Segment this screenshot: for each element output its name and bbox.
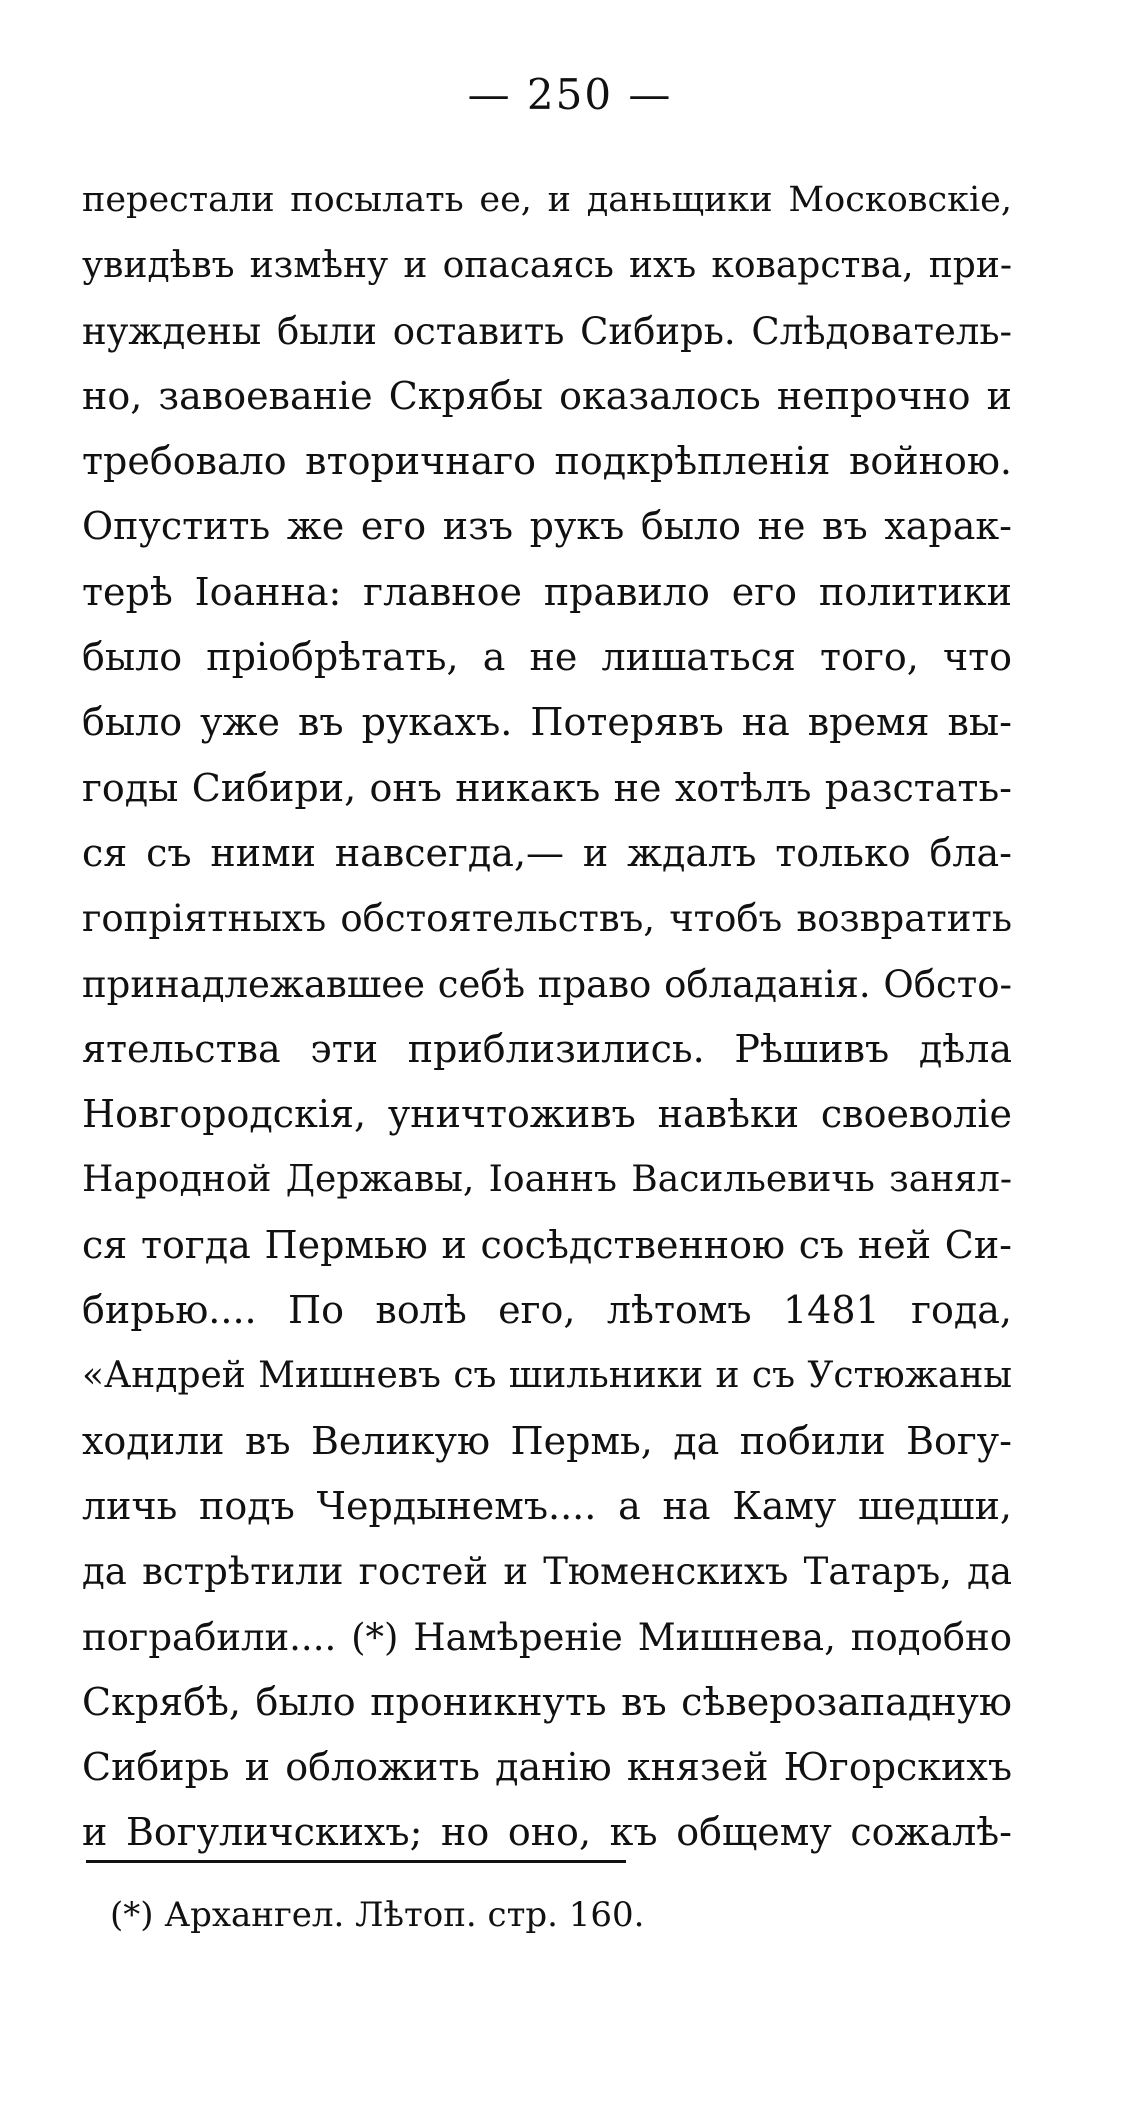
text-line: пограбили.... (*) Намѣреніе Мишнева, подобно (82, 1615, 1012, 1659)
text-line: ся съ ними навсегда,— и ждалъ только бла- (82, 830, 1012, 875)
text-line: было пріобрѣтать, а не лишаться того, что (82, 635, 1012, 680)
text-line: и Вогуличскихъ; но оно, къ общему сожалѣ- (82, 1810, 1012, 1855)
text-line: личь подъ Чердынемъ.... а на Каму шедши, (82, 1483, 1012, 1528)
text-line: увидѣвъ измѣну и опасаясь ихъ коварства, при- (82, 245, 1012, 287)
text-line: ся тогда Пермью и сосѣдственною съ ней Си- (82, 1222, 1012, 1267)
footnote: (*) Архангел. Лѣтоп. стр. 160. (110, 1895, 645, 1935)
page-number: — 250 — (467, 70, 673, 119)
text-line: было уже въ рукахъ. Потерявъ на время вы- (82, 700, 1012, 745)
text-line: «Андрей Мишневъ съ шильники и съ Устюжаны (82, 1355, 1012, 1397)
text-line: перестали посылать ее, и даньщики Московскіе, (82, 180, 1012, 220)
text-line: принадлежавшее себѣ право обладанія. Обсто- (82, 962, 1012, 1006)
text-line: Новгородскія, уничтоживъ навѣки своеволіе (82, 1092, 1012, 1137)
text-line: ходили въ Великую Пермь, да побили Вогу- (82, 1418, 1012, 1463)
text-line: да встрѣтили гостей и Тюменскихъ Татаръ, да (82, 1550, 1012, 1594)
text-line: терѣ Іоанна: главное правило его политики (82, 569, 1012, 614)
text-line: Сибирь и обложить данію князей Югорскихъ (82, 1745, 1012, 1790)
text-line: но, завоеваніе Скрябы оказалось непрочно и (82, 373, 1012, 418)
text-line: Опустить же его изъ рукъ было не въ харак- (82, 504, 1012, 549)
body-text (82, 168, 1012, 1866)
text-line: нуждены были оставить Сибирь. Слѣдователь- (82, 309, 1012, 353)
text-line: Народной Державы, Іоаннъ Васильевичь занял- (82, 1159, 1012, 1201)
text-line: бирью.... По волѣ его, лѣтомъ 1481 года, (82, 1288, 1012, 1333)
text-line: гопріятныхъ обстоятельствъ, чтобъ возвратить (82, 897, 1012, 941)
text-line: годы Сибири, онъ никакъ не хотѣлъ разстать- (82, 765, 1012, 810)
footnote-divider (86, 1860, 626, 1863)
text-line: требовало вторичнаго подкрѣпленія войною. (82, 439, 1012, 484)
text-line: Скрябѣ, было проникнуть въ сѣверозападную (82, 1679, 1012, 1724)
text-line: ятельства эти приблизились. Рѣшивъ дѣла (82, 1026, 1012, 1071)
